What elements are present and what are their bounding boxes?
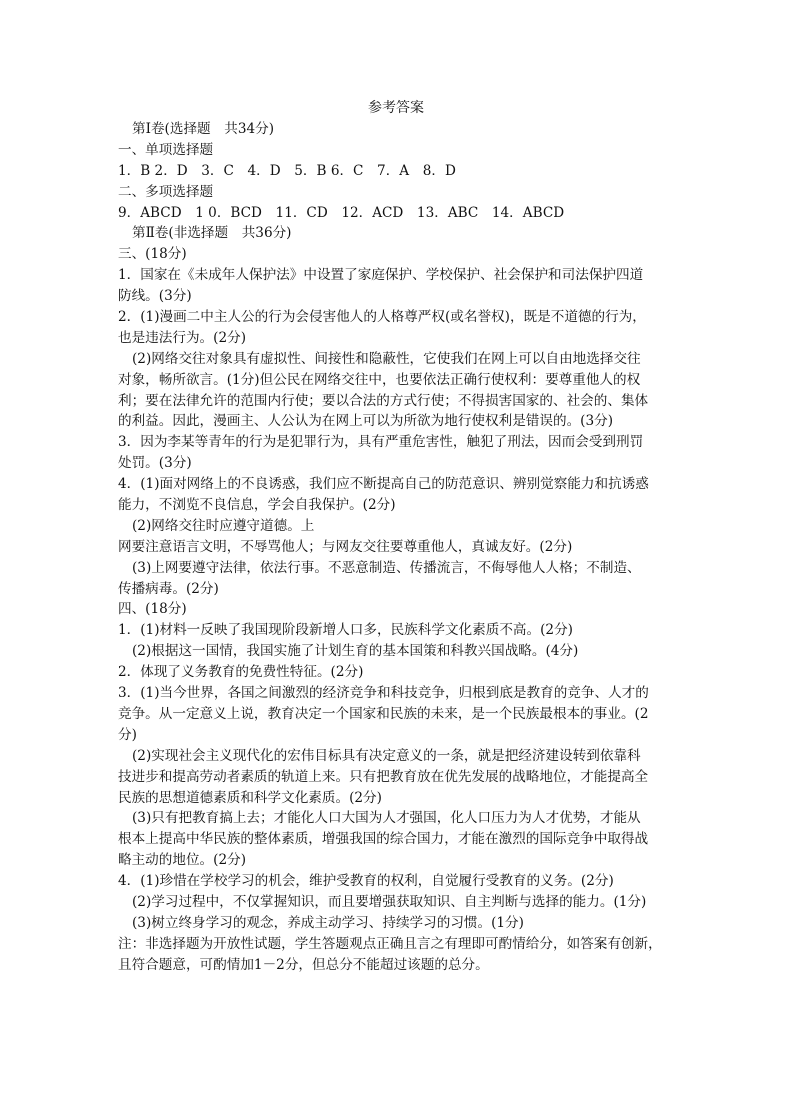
- text-line: 一、单项选择题: [118, 141, 214, 158]
- text-line: (2)根据这一国情，我国实施了计划生育的基本国策和科教兴国战略。(4分): [132, 643, 579, 660]
- text-line: 根本上提高中华民族的整体素质，增强我国的综合国力，才能在激烈的国际竞争中取得战: [118, 831, 649, 848]
- text-line: 利；要在法律允许的范围内行使；要以合法的方式行使；不得损害国家的、社会的、集体: [118, 392, 649, 409]
- text-line: 3．因为李某等青年的行为是犯罪行为，具有严重危害性，触犯了刑法，因而会受到刑罚: [118, 434, 644, 451]
- text-line: 注：非选择题为开放性试题，学生答题观点正确且言之有理即可酌情给分，如答案有创新，: [118, 935, 662, 952]
- text-line: 二、多项选择题: [118, 183, 214, 200]
- text-line: 网要注意语言文明，不辱骂他人；与网友交往要尊重他人，真诚友好。(2分): [118, 538, 573, 555]
- text-line: 也是违法行为。(2分): [118, 329, 247, 346]
- answer-body: [118, 119, 678, 976]
- text-line: 略主动的地位。(2分): [118, 852, 247, 869]
- text-line: 2．体现了义务教育的免费性特征。(2分): [118, 664, 364, 681]
- text-line: 2．(1)漫画二中主人公的行为会侵害他人的人格尊严权(或名誉权)，既是不道德的行为，: [118, 309, 646, 326]
- text-line: (3)树立终身学习的观念，养成主动学习、持续学习的习惯。(1分): [132, 914, 524, 931]
- text-line: (2)实现社会主义现代化的宏伟目标具有决定意义的一条，就是把经济建设转到依靠科: [132, 747, 641, 764]
- text-line: 能力，不浏览不良信息，学会自我保护。(2分): [118, 497, 396, 514]
- document-title: 参考答案: [368, 100, 424, 116]
- text-line: 分): [118, 726, 137, 743]
- text-line: 技进步和提高劳动者素质的轨道上来。只有把教育放在优先发展的战略地位，才能提高全: [118, 768, 649, 785]
- text-line: 1．国家在《未成年人保护法》中设置了家庭保护、学校保护、社会保护和司法保护四道: [118, 267, 644, 284]
- text-line: 对象，畅所欲言。(1分)但公民在网络交往中，也要依法正确行使权利：要尊重他人的权: [118, 371, 641, 388]
- text-line: (3)上网要遵守法律，依法行事。不恶意制造、传播流言，不侮辱他人人格；不制造、: [132, 559, 641, 576]
- text-line: 传播病毒。(2分): [118, 580, 219, 597]
- text-line: 处罚。(3分): [118, 455, 192, 472]
- text-line: (2)网络交往时应遵守道德。上: [132, 517, 315, 534]
- text-line: (3)只有把教育搞上去；才能化人口大国为人才强国，化人口压力为人才优势，才能从: [132, 810, 641, 827]
- text-line: 3．(1)当今世界，各国之间激烈的经济竞争和科技竞争，归根到底是教育的竞争、人才的: [118, 685, 649, 702]
- text-line: 第Ⅰ卷(选择题 共34分): [132, 121, 275, 137]
- text-line: 防线。(3分): [118, 288, 192, 305]
- text-line: 且符合题意，可酌情加1－2分，但总分不能超过该题的总分。: [118, 956, 489, 973]
- text-line: 4．(1)面对网络上的不良诱惑，我们应不断提高自己的防范意识、辨别觉察能力和抗诱惑: [118, 476, 649, 493]
- text-line: 四、(18分): [118, 601, 187, 618]
- text-line: 的利益。因此，漫画主、人公认为在网上可以为所欲为地行使权利是错误的。(3分): [118, 413, 614, 430]
- text-line: 三、(18分): [118, 246, 187, 263]
- text-line: (2)网络交往对象具有虚拟性、间接性和隐蔽性，它使我们在网上可以自由地选择交往: [132, 350, 641, 367]
- text-line: 1．B 2．D 3．C 4．D 5．B 6．C 7．A 8．D: [118, 162, 456, 179]
- text-line: 第Ⅱ卷(非选择题 共36分): [132, 225, 292, 242]
- text-line: 9．ABCD 1 0．BCD 11．CD 12．ACD 13．ABC 14．ABCD: [118, 204, 565, 221]
- text-line: 竞争。从一定意义上说，教育决定一个国家和民族的未来，是一个民族最根本的事业。(2: [118, 705, 649, 722]
- text-line: 1．(1)材料一反映了我国现阶段新增人口多，民族科学文化素质不高。(2分): [118, 622, 573, 639]
- answer-document: [118, 98, 678, 976]
- text-line: 民族的思想道德素质和科学文化素质。(2分): [118, 789, 382, 806]
- text-line: (2)学习过程中，不仅掌握知识，而且要增强获取知识、自主判断与选择的能力。(1分): [132, 893, 647, 910]
- text-line: 4．(1)珍惜在学校学习的机会，维护受教育的权利，自觉履行受教育的义务。(2分): [118, 873, 614, 890]
